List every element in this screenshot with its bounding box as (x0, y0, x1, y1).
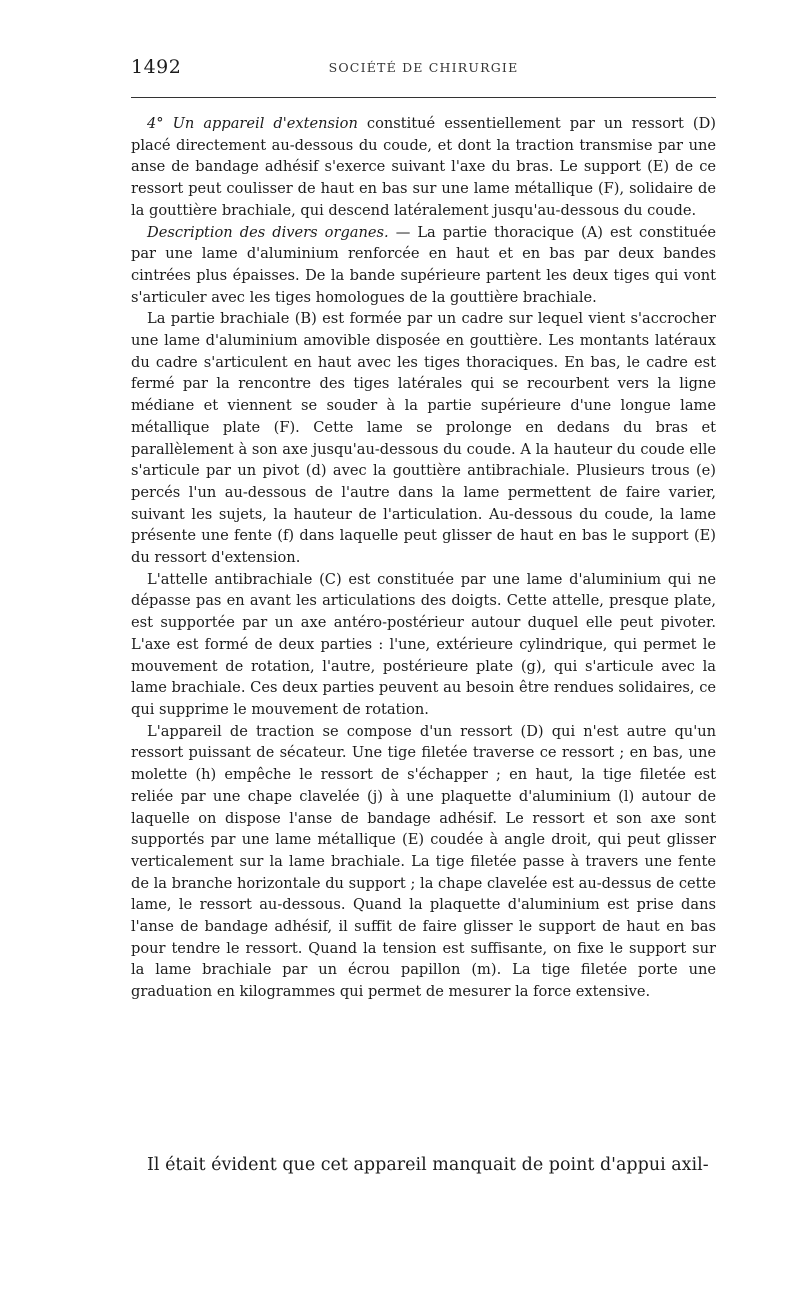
paragraph-organs-description (131, 222, 716, 309)
paragraph-lead: 4° Un appareil d'extension (147, 115, 358, 132)
paragraph-lead: Description des divers organes. (147, 223, 389, 241)
page-number: 1492 (131, 56, 182, 78)
paragraph-text: L'attelle antibrachiale (C) est constituée par une lame d'aluminium qui ne dépasse pas en avant les articulations des doigts. Cette attelle, presque plate, est supportée par un axe antéro-postérieur autour duquel elle peut pivoter. L'axe est formé de deux parties : l'une, extérieure cylindrique, qui permet le mouvement de rotation, l'autre, postérieure plate (g), qui s'articule avec la lame brachiale. Ces deux parties peuvent au besoin être rendues solidaires, ce qui supprime le mouvement de rotation. (131, 570, 716, 718)
running-title: SOCIÉTÉ DE CHIRURGIE (328, 60, 519, 75)
page-header (131, 56, 716, 82)
header-rule (131, 97, 716, 98)
paragraph-traction-apparatus (131, 721, 716, 1003)
paragraph-brachial-part (131, 308, 716, 568)
closing-line: Il était évident que cet appareil manquait de point d'appui axil- (147, 1155, 709, 1175)
paragraph-antebrachial-splint (131, 569, 716, 721)
body-text (131, 113, 716, 1003)
paragraph-text: La partie brachiale (B) est formée par un cadre sur lequel vient s'accrocher une lame d'aluminium amovible disposée en gouttière. Les montants latéraux du cadre s'articulent en haut avec les tiges thoraciques. En bas, le cadre est fermé par la rencontre des tiges latérales qui se recourbent vers la ligne médiane et viennent se souder à la partie supérieure d'une longue lame métallique plate (F). Cette lame se prolonge en dedans du bras et parallèlement à son axe jusqu'au-dessous du coude. A la hauteur du coude elle s'articule par un pivot (d) avec la gouttière antibrachiale. Plusieurs trous (e) percés l'un au-dessous de l'autre dans la lame permettent de faire varier, suivant les sujets, la hauteur de l'articulation. Au-dessous du coude, la lame présente une fente (f) dans laquelle peut glisser de haut en bas le support (E) du ressort d'extension. (131, 310, 716, 567)
paragraph-extension-apparatus (131, 113, 716, 222)
paragraph-text: constitué essentiellement par un ressort (D) placé directement au-dessous du coude, et dont la traction transmise par une anse de bandage adhésif s'exerce suivant l'axe du bras. Le support (E) de ce ressort peut coulisser de haut en bas sur une lame métallique (F), solidaire de la gouttière brachiale, qui descend latéralement jusqu'au-dessous du coude. (131, 115, 716, 219)
paragraph-text: L'appareil de traction se compose d'un ressort (D) qui n'est autre qu'un ressort puissant de sécateur. Une tige filetée traverse ce ressort ; en bas, une molette (h) empêche le ressort de s'échapper ; en haut, la tige filetée est reliée par une chape clavelée (j) à une plaquette d'aluminium (l) autour de laquelle on dispose l'anse de bandage adhésif. Le ressort et son axe sont supportés par une lame métallique (E) coudée à angle droit, qui peut glisser verticalement sur la lame brachiale. La tige filetée passe à travers une fente de la branche horizontale du support ; la chape clavelée est au-dessus de cette lame, le ressort au-dessous. Quand la plaquette d'aluminium est prise dans l'anse de bandage adhésif, il suffit de faire glisser le support de haut en bas pour tendre le ressort. Quand la tension est suffisante, on fixe le support sur la lame brachiale par un écrou papillon (m). La tige filetée porte une graduation en kilogrammes qui permet de mesurer la force extensive. (131, 722, 716, 1001)
paragraph-text: — La partie thoracique (A) est constituée par une lame d'aluminium renforcée en haut et en bas par deux bandes cintrées plus épaisses. De la bande supérieure partent les deux tiges qui vont s'articuler avec les tiges homologues de la gouttière brachiale. (131, 223, 716, 306)
